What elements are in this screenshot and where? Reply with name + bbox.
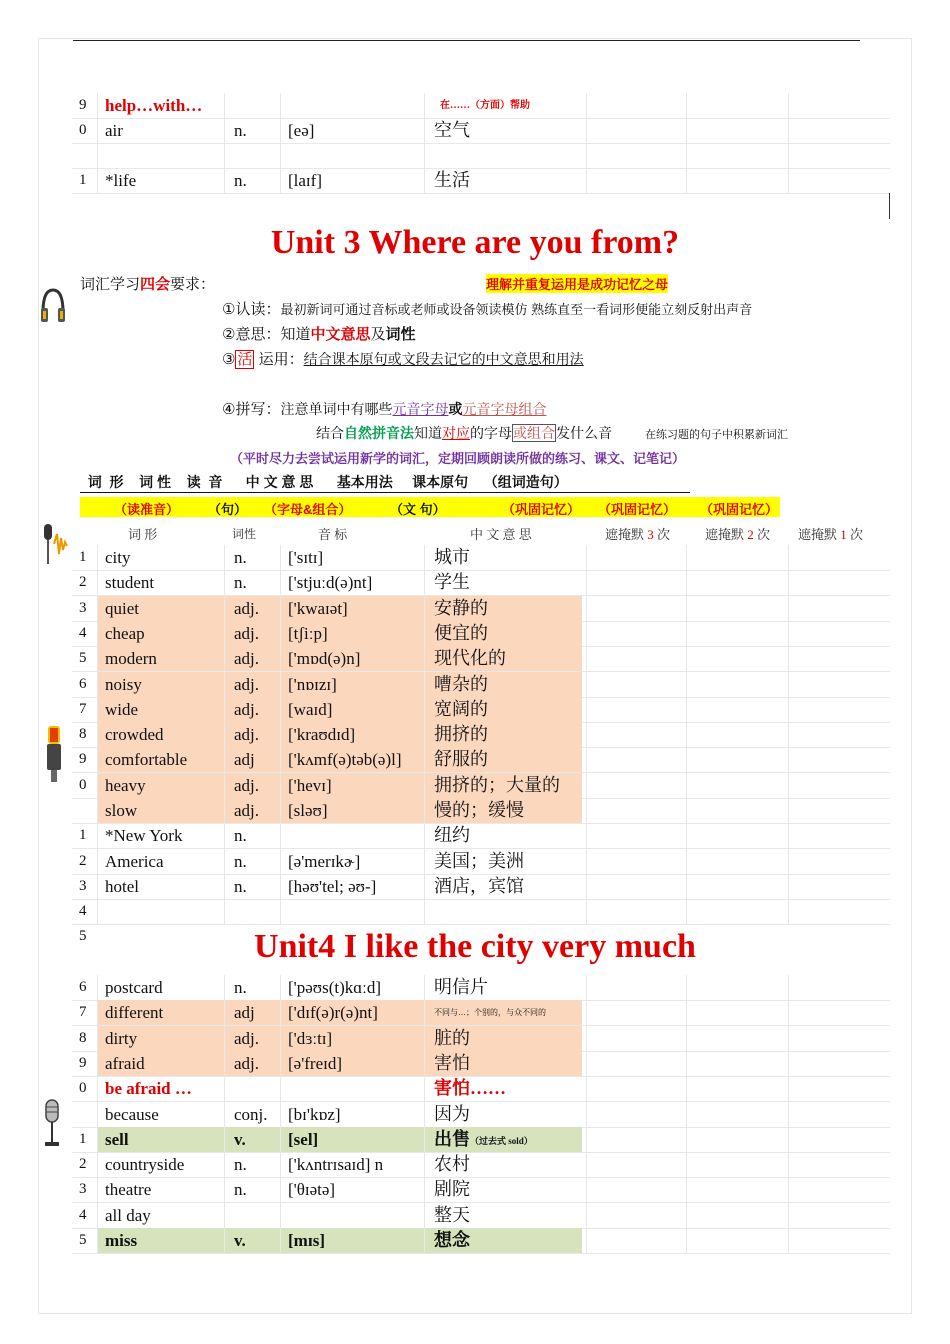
unit4-title: Unit4 I like the city very much (254, 928, 696, 965)
cell-num: 1 (79, 549, 87, 565)
cell-divider (686, 1228, 687, 1253)
cell-word: air (105, 121, 123, 140)
subheader-letters: （字母&组合） (264, 502, 352, 517)
cell-word: *life (105, 171, 137, 190)
cell-cn: 空气 (434, 120, 470, 140)
cell-num: 8 (79, 726, 87, 743)
cell-divider (788, 545, 789, 570)
cell-divider (788, 646, 789, 671)
table-edge (889, 193, 890, 219)
table-row (72, 899, 890, 925)
cell-divider (788, 899, 789, 924)
heading-pos: 词性 (232, 527, 257, 541)
requirement-read: ①认读：最初新词可通过音标或老师或设备领读模仿 熟练直至一看词形便能立刻反射出声音 (222, 301, 753, 318)
cell-num: 4 (79, 1206, 87, 1223)
cell-word: city (105, 548, 131, 567)
cell-ipa: ['kraʊdɪd] (288, 725, 356, 745)
cell-cn: 美国；美洲 (434, 850, 524, 871)
table-row (72, 118, 890, 144)
cell-word: afraid (105, 1053, 145, 1073)
cell-cn: 宽阔的 (434, 698, 488, 719)
table-row (72, 1051, 890, 1077)
cell-word: all day (105, 1205, 151, 1225)
cell-num: 0 (79, 776, 87, 793)
table-row (72, 672, 890, 698)
cell-divider (686, 1076, 687, 1101)
cell-divider (788, 773, 789, 798)
cell-word: help…with… (105, 96, 203, 115)
table-row (72, 773, 890, 799)
cell-cn: 不同与…；个别的，与众不同的 (434, 1008, 546, 1018)
cell-num: 9 (79, 1054, 87, 1071)
cell-ipa: [waɪd] (288, 699, 333, 719)
cell-cn: 便宜的 (434, 622, 488, 643)
cell-cn: 因为 (434, 1103, 470, 1124)
requirement-meaning: ②意思：知道中文意思及词性 (222, 326, 416, 343)
cell-divider (788, 975, 789, 1000)
cell-pos (234, 1076, 284, 1101)
cell-divider (788, 747, 789, 772)
cell-num: 4 (79, 903, 87, 920)
cell-word: hotel (105, 876, 139, 896)
cell-num: 1 (79, 1130, 87, 1147)
table-row (72, 874, 890, 900)
cell-ipa: ['pəʊs(t)kɑːd] (288, 978, 382, 997)
cell-pos: adj. (234, 699, 260, 719)
cell-pos: adj. (234, 598, 260, 618)
requirement-label: 词汇学习四会要求： (80, 276, 216, 293)
table-row (72, 1076, 890, 1102)
table-row (72, 798, 890, 824)
table-row (72, 697, 890, 723)
cell-pos (234, 1203, 284, 1228)
cell-pos: adj. (234, 775, 260, 795)
cell-cn: 拥挤的；大量的 (434, 774, 560, 795)
cell-divider (788, 1203, 789, 1228)
cell-cn: 学生 (434, 572, 470, 593)
cell-cn: 生活 (434, 170, 470, 190)
cell-pos: v. (234, 1129, 246, 1149)
cell-cn: 想念 (434, 1230, 470, 1250)
subheader-memory-1: （巩固记忆） (502, 502, 581, 517)
cell-ipa: [ə'merɪkɚ] (288, 851, 361, 871)
cell-divider (788, 798, 789, 823)
cell-divider (788, 697, 789, 722)
cell-divider (686, 672, 687, 697)
requirement-use: ③ 活 运用：结合课本原句或文段去记它的中文意思和用法 (222, 351, 584, 368)
subheader-memory-3: （巩固记忆） (700, 502, 779, 517)
cell-num: 6 (79, 979, 87, 995)
cell-word: comfortable (105, 750, 188, 770)
cell-num: 0 (79, 122, 87, 138)
cell-word: countryside (105, 1155, 185, 1175)
cell-num: 3 (79, 1181, 87, 1198)
table-row (72, 1177, 890, 1203)
requirement-phonics: 结合自然拼音法知道对应的字母或组合发什么音 (316, 425, 612, 441)
cell-divider (686, 1203, 687, 1228)
cell-word: modern (105, 649, 157, 669)
cell-divider (686, 596, 687, 621)
cell-ipa: ['dɜːtɪ] (288, 1028, 333, 1048)
cell-divider (686, 1152, 687, 1177)
cell-word: student (105, 573, 155, 593)
cell-word: dirty (105, 1028, 138, 1048)
cell-num: 9 (79, 97, 87, 113)
cell-divider (686, 1051, 687, 1076)
cell-divider (788, 874, 789, 899)
column-header-bar: 词 形 词 性 读 音 中 文 意 思 基本用法 课本原句 （组词造句） (80, 472, 690, 493)
cell-pos: conj. (234, 1104, 268, 1124)
cell-ipa: [həʊ'tel; əʊ-] (288, 876, 377, 896)
cell-divider (788, 168, 789, 193)
cell-word: heavy (105, 775, 146, 795)
studio-microphone-icon (42, 1098, 62, 1148)
cell-pos: n. (234, 978, 247, 997)
cell-num (79, 798, 99, 823)
cell-cn: 明信片 (434, 977, 488, 997)
cell-pos: v. (234, 1231, 246, 1250)
cell-num (79, 1102, 99, 1127)
cell-cn: 酒店，宾馆 (434, 875, 524, 896)
cell-pos: n. (234, 573, 247, 593)
column-headings (72, 521, 890, 545)
table-row (72, 1228, 890, 1254)
cell-pos: adj. (234, 623, 260, 643)
cell-divider (788, 1051, 789, 1076)
subheader-memory-2: （巩固记忆） (598, 502, 677, 517)
cell-word: because (105, 1104, 159, 1124)
cell-ipa: ['hevɪ] (288, 775, 332, 795)
cell-num: 6 (79, 675, 87, 692)
cell-num: 1 (79, 827, 87, 844)
heading-dictation-3: 遮掩默 3 次 (605, 527, 671, 542)
cell-num: 7 (79, 700, 87, 717)
cell-cn: 害怕…… (434, 1078, 506, 1099)
cell-divider (788, 1102, 789, 1127)
cell-cn: 在……（方面）帮助 (440, 100, 530, 111)
cell-divider (788, 93, 789, 118)
cell-word: postcard (105, 978, 163, 997)
cell-word: wide (105, 699, 139, 719)
cell-divider (788, 118, 789, 143)
table-row (72, 646, 890, 672)
cell-pos (234, 899, 284, 924)
table-row (72, 1102, 890, 1128)
table-row (72, 570, 890, 596)
table-row (72, 168, 890, 194)
cell-divider (788, 596, 789, 621)
table-row (72, 93, 890, 119)
cell-ipa: [sel] (288, 1129, 319, 1149)
table-row (72, 621, 890, 647)
subheader-sentence: （句） (208, 502, 248, 517)
cell-divider (788, 672, 789, 697)
cell-pos: adj. (234, 1053, 260, 1073)
subheader-read: （读准音） (114, 502, 180, 517)
cell-ipa (288, 93, 428, 118)
cell-cn: 整天 (434, 1204, 470, 1225)
cell-num: 5 (79, 1232, 87, 1248)
table-row (72, 975, 890, 1001)
cell-divider (686, 168, 687, 193)
cell-word: cheap (105, 623, 145, 643)
cell-cn: 农村 (434, 1154, 470, 1175)
cell-divider (686, 722, 687, 747)
microphone-icon (42, 520, 70, 566)
heading-word: 词 形 (128, 527, 158, 542)
cell-pos: n. (234, 876, 247, 896)
cell-ipa (288, 899, 428, 924)
cell-cn (434, 899, 654, 924)
cell-ipa: [sləʊ] (288, 801, 328, 820)
cell-ipa: [mɪs] (288, 1231, 325, 1250)
cell-divider (788, 1228, 789, 1253)
cell-word: *New York (105, 826, 183, 846)
cell-divider (686, 545, 687, 570)
column-subheader-bar (80, 497, 780, 517)
cell-divider (686, 899, 687, 924)
cell-pos (234, 143, 284, 168)
cell-word (105, 899, 225, 924)
cell-divider (686, 1000, 687, 1025)
table-row (72, 823, 890, 849)
cell-num: 7 (79, 1004, 87, 1021)
cell-cn: 慢的；缓慢 (434, 800, 524, 820)
unit4-row-number: 5 (79, 928, 87, 944)
cell-cn: 安静的 (434, 597, 488, 618)
cell-word: noisy (105, 674, 142, 694)
cell-ipa: [laɪf] (288, 171, 322, 190)
cell-divider (686, 874, 687, 899)
cell-cn: 纽约 (434, 825, 470, 846)
cell-ipa: [bɪ'kɒz] (288, 1104, 341, 1124)
cell-ipa: [ə'freɪd] (288, 1053, 343, 1073)
cell-num: 5 (79, 650, 87, 667)
cell-word: crowded (105, 725, 164, 745)
cell-cn (434, 143, 654, 168)
cell-divider (788, 722, 789, 747)
practice-note: 在练习题的句子中积累新词汇 (645, 429, 788, 441)
cell-ipa (288, 1076, 428, 1101)
cell-divider (686, 975, 687, 1000)
cell-divider (788, 1000, 789, 1025)
cell-divider (686, 1177, 687, 1202)
cell-ipa: ['sɪtɪ] (288, 548, 324, 567)
cell-ipa (288, 143, 428, 168)
heading-ipa: 音 标 (318, 527, 348, 542)
study-hint: （平时尽力去尝试运用新学的词汇，定期回顾朗读所做的练习、课文、记笔记） (230, 451, 686, 466)
motto-badge: 理解并重复运用是成功记忆之母 (486, 274, 668, 293)
cell-word: different (105, 1003, 164, 1023)
cell-pos: adj. (234, 674, 260, 694)
cell-word (105, 143, 225, 168)
cell-divider (686, 823, 687, 848)
cell-word: be afraid … (105, 1079, 192, 1099)
cell-pos (234, 93, 284, 118)
cell-divider (788, 1026, 789, 1051)
cell-divider (686, 697, 687, 722)
cell-cn: 城市 (434, 547, 470, 567)
cell-pos: n. (234, 826, 247, 846)
cell-word: quiet (105, 598, 139, 618)
cell-ipa (288, 823, 428, 848)
cell-pos: adj. (234, 725, 260, 745)
table-row (72, 849, 890, 875)
cell-divider (686, 621, 687, 646)
cell-pos: adj (234, 1003, 255, 1023)
cell-pos: adj. (234, 1028, 260, 1048)
cell-divider (686, 1102, 687, 1127)
heading-dictation-2: 遮掩默 2 次 (705, 527, 771, 542)
cell-pos: adj. (234, 801, 260, 820)
cell-divider (686, 849, 687, 874)
cell-word: slow (105, 801, 138, 820)
cell-ipa: ['nɒɪzɪ] (288, 674, 337, 694)
cell-num: 9 (79, 751, 87, 768)
cell-divider (686, 646, 687, 671)
cell-divider (788, 570, 789, 595)
header-rule (73, 40, 860, 41)
cell-ipa: [eə] (288, 121, 315, 140)
torch-icon (42, 724, 66, 786)
cell-divider (686, 1127, 687, 1152)
cell-ipa: [tʃiːp] (288, 623, 328, 643)
cell-num: 3 (79, 877, 87, 894)
cell-ipa: ['dɪf(ə)r(ə)nt] (288, 1003, 378, 1023)
cell-pos: adj (234, 750, 255, 770)
cell-cn: 剧院 (434, 1179, 470, 1200)
cell-divider (686, 570, 687, 595)
cell-divider (788, 823, 789, 848)
cell-num: 2 (79, 1156, 87, 1173)
cell-cn: 现代化的 (434, 648, 506, 669)
table-row (72, 1152, 890, 1178)
cell-divider (788, 621, 789, 646)
cell-num: 3 (79, 599, 87, 616)
cell-pos: n. (234, 1155, 247, 1175)
cell-divider (788, 143, 789, 168)
cell-pos: n. (234, 851, 247, 871)
unit3-title: Unit 3 Where are you from? (270, 224, 680, 261)
cell-num: 2 (79, 852, 87, 869)
cell-ipa: ['mɒd(ə)n] (288, 649, 361, 669)
cell-divider (788, 1076, 789, 1101)
table-row (72, 143, 890, 169)
cell-cn: 嘈杂的 (434, 673, 488, 694)
cell-divider (686, 93, 687, 118)
cell-num: 2 (79, 574, 87, 591)
table-row (72, 1026, 890, 1052)
cell-word: sell (105, 1129, 129, 1149)
cell-word: theatre (105, 1180, 152, 1200)
cell-divider (686, 773, 687, 798)
table-row (72, 747, 890, 773)
cell-cn: 害怕 (434, 1052, 470, 1073)
cell-divider (686, 747, 687, 772)
cell-ipa: ['θɪətə] (288, 1180, 336, 1200)
cell-num: 0 (79, 1080, 87, 1097)
cell-divider (686, 143, 687, 168)
requirement-spelling: ④拼写：注意单词中有哪些元音字母或元音字母组合 (222, 401, 547, 418)
heading-cn: 中 文 意 思 (470, 527, 532, 542)
cell-divider (788, 1177, 789, 1202)
table-row (72, 1203, 890, 1229)
cell-divider (788, 1152, 789, 1177)
heading-dictation-1: 遮掩默 1 次 (798, 527, 864, 542)
cell-cn: 舒服的 (434, 749, 488, 770)
cell-pos: n. (234, 121, 247, 140)
cell-cn: 拥挤的 (434, 724, 488, 745)
cell-cn: 脏的 (434, 1027, 470, 1048)
cell-num: 4 (79, 624, 87, 641)
subheader-text: （文 句） (390, 502, 446, 517)
cell-num (79, 143, 99, 168)
cell-cn-note: （过去式 sold） (470, 1135, 533, 1146)
cell-divider (788, 849, 789, 874)
cell-ipa: ['stjuːd(ə)nt] (288, 573, 373, 593)
cell-word: miss (105, 1231, 138, 1250)
cell-divider (686, 1026, 687, 1051)
cell-ipa: ['kwaɪət] (288, 598, 348, 618)
cell-ipa (288, 1203, 428, 1228)
table-row (72, 545, 890, 571)
cell-divider (788, 1127, 789, 1152)
table-row (72, 596, 890, 622)
headphones-icon (40, 284, 66, 330)
cell-pos: n. (234, 1180, 247, 1200)
table-row (72, 1127, 890, 1153)
cell-pos: n. (234, 548, 247, 567)
cell-word: America (105, 851, 164, 871)
table-row (72, 722, 890, 748)
table-row (72, 1000, 890, 1026)
cell-ipa: ['kʌmf(ə)təb(ə)l] (288, 750, 402, 770)
cell-num: 8 (79, 1029, 87, 1046)
cell-divider (686, 118, 687, 143)
cell-divider (686, 798, 687, 823)
cell-ipa: ['kʌntrɪsaɪd] n (288, 1155, 384, 1175)
cell-pos: adj. (234, 649, 260, 669)
cell-cn: 出售 (434, 1128, 470, 1149)
cell-num: 1 (79, 172, 87, 188)
cell-pos: n. (234, 171, 247, 190)
